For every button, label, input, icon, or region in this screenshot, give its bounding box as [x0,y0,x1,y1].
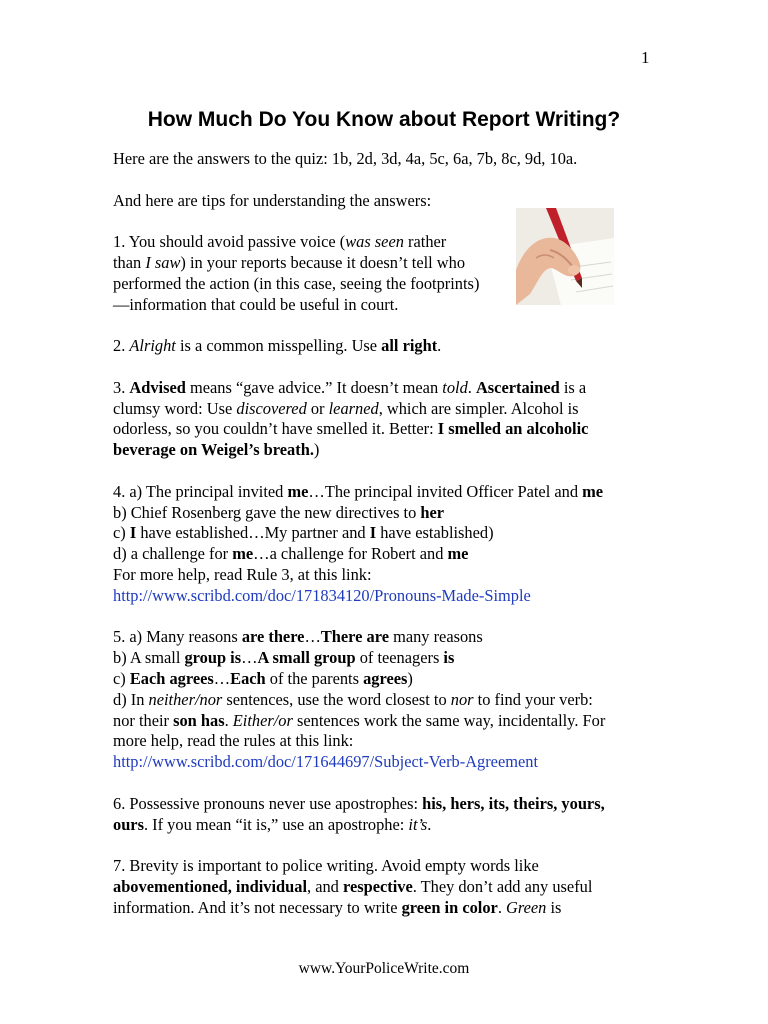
subject-verb-link[interactable]: http://www.scribd.com/doc/171644697/Subject-Verb-Agreement [113,752,539,772]
tip-5: 5. a) Many reasons are there…There are many reasons b) A small group is…A small group of teenagers is c) Each agrees…Each of the parents agrees) d) In neither/nor sentences, use the word closest to nor to find your verb: nor their son has. Either/or sentences work the same way, incidentally. For more help, read the rules at this link: http://www.scribd.com/doc/171644697/Subject-Verb-Agreement [113,627,606,772]
tip-2: 2. Alright is a common misspelling. Use all right. [113,336,442,356]
page-title: How Much Do You Know about Report Writing? [147,108,621,131]
tip-6: 6. Possessive pronouns never use apostrophes: his, hers, its, theirs, yours, ours. If you mean “it is,” use an apostrophe: it’s. [113,793,605,834]
document-body [113,149,658,918]
tip-3: 3. Advised means “gave advice.” It doesn’t mean told. Ascertained is a clumsy word: Use discovered or learned, which are simpler. Alcohol is odorless, so you couldn’t have smelled it. Better: I smelled an alcoholic beverage on Weigel’s breath.) [113,377,589,460]
pronouns-link[interactable]: http://www.scribd.com/doc/171834120/Pronouns-Made-Simple [113,585,531,605]
footer-website: www.YourPoliceWrite.com [298,960,470,977]
page-number: 1 [641,48,650,67]
answers-intro: Here are the answers to the quiz: 1b, 2d, 3d, 4a, 5c, 6a, 7b, 8c, 9d, 10a. [113,149,578,168]
tips-intro: And here are tips for understanding the answers: [113,190,432,210]
tip-1: 1. You should avoid passive voice (was seen rather than I saw) in your reports because it doesn’t tell who performed the action (in this case, seeing the footprints) —information that could be useful in court. [113,232,480,314]
tip-7: 7. Brevity is important to police writing. Avoid empty words like abovementioned, individual, and respective. They don’t add any useful information. And it’s not necessary to write green in color. Green is [113,856,593,917]
tip-4: 4. a) The principal invited me…The principal invited Officer Patel and me b) Chief Rosenberg gave the new directives to her c) I have established…My partner and I have established) d) a challenge for me…a challenge for Robert and me For more help, read Rule 3, at this link: http://www.scribd.com/doc/171834120/Pronouns-Made-Simple [113,481,604,605]
